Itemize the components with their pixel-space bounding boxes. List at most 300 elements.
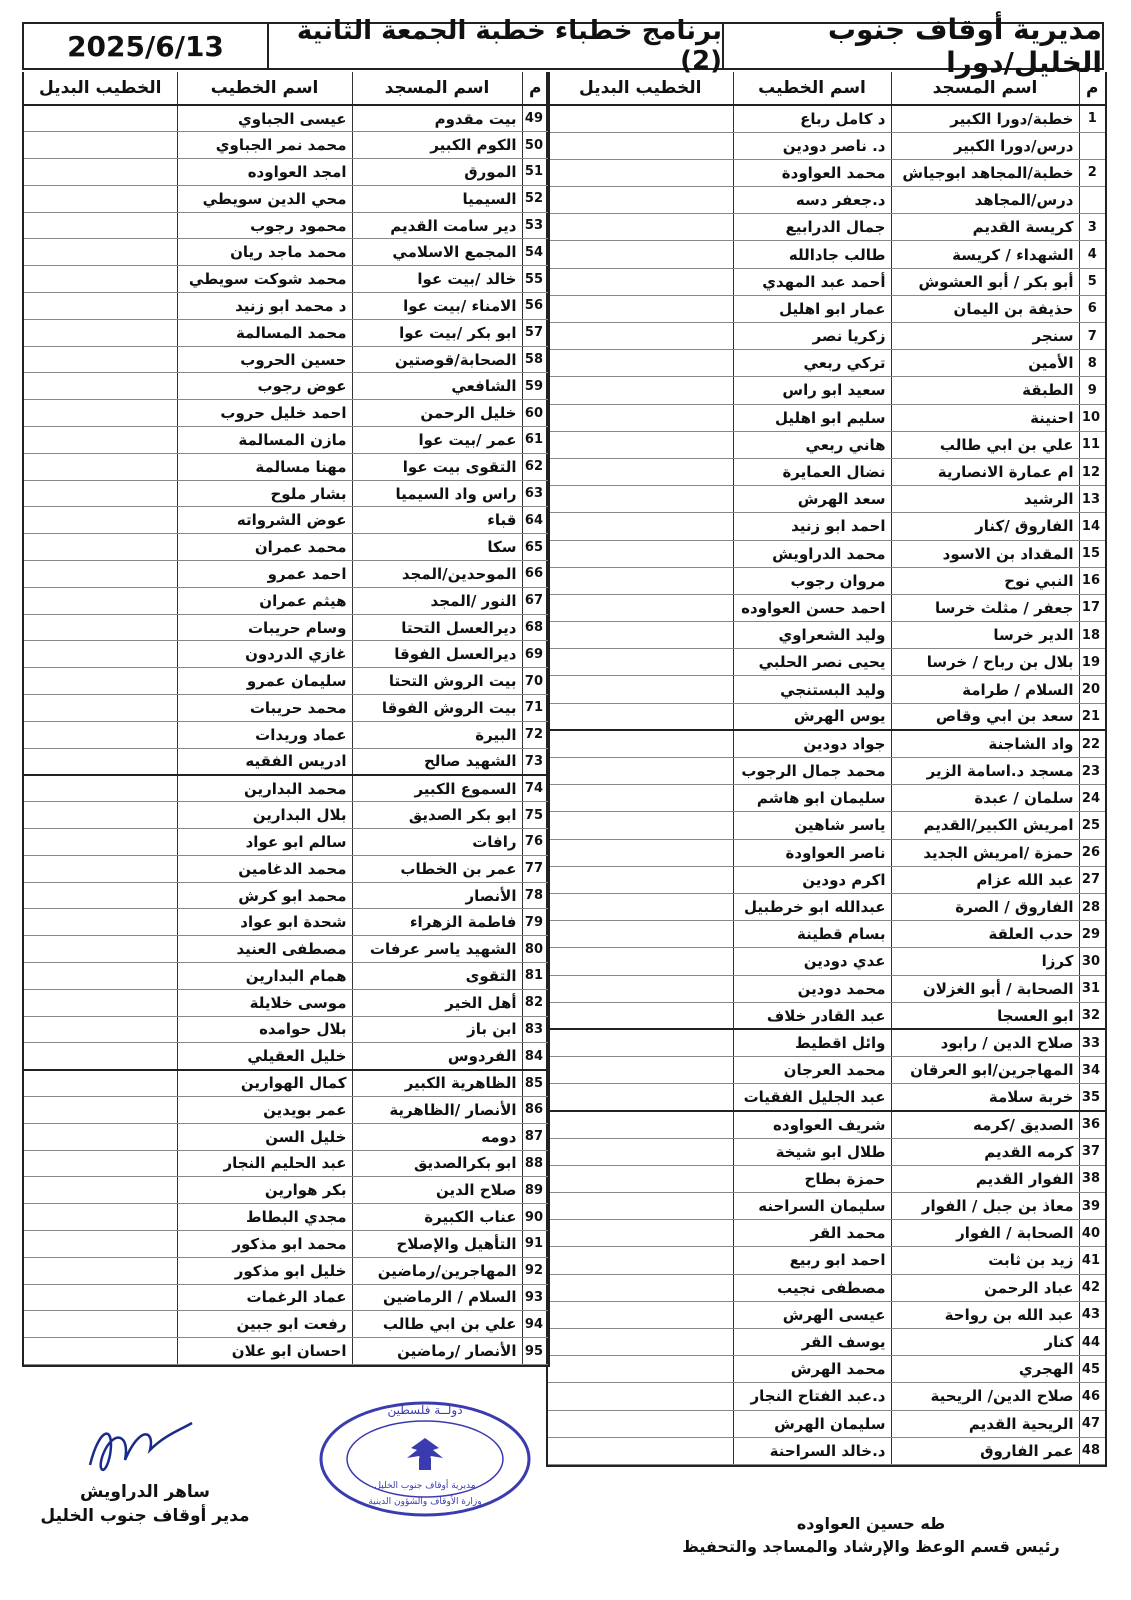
row-number: 41 [1079, 1247, 1105, 1274]
row-number: 42 [1079, 1274, 1105, 1301]
row-number: 37 [1079, 1138, 1105, 1165]
table-row [24, 1338, 548, 1365]
preacher-name: عدي دودين [733, 948, 891, 975]
mosque-name: النبي نوح [891, 567, 1079, 594]
row-number: 80 [522, 936, 548, 963]
director-name: ساهر الدراويش [79, 1482, 210, 1502]
substitute-preacher [24, 882, 177, 909]
col-header-number: م [522, 72, 548, 105]
mosque-name: ديرالعسل التحتا [352, 614, 522, 641]
table-row [24, 346, 548, 373]
preacher-name: د.جعفر دسه [733, 187, 891, 214]
table-row [24, 480, 548, 507]
row-number: 63 [522, 480, 548, 507]
substitute-preacher [548, 295, 733, 322]
preacher-name: خليل السن [177, 1123, 352, 1150]
row-number: 6 [1079, 295, 1105, 322]
preacher-name: احمد حسن العواوده [733, 594, 891, 621]
mosque-name: الكوم الكبير [352, 132, 522, 159]
row-number: 18 [1079, 622, 1105, 649]
row-number: 9 [1079, 377, 1105, 404]
substitute-preacher [548, 1138, 733, 1165]
substitute-preacher [548, 649, 733, 676]
row-number: 39 [1079, 1193, 1105, 1220]
row-number: 38 [1079, 1165, 1105, 1192]
substitute-preacher [548, 866, 733, 893]
substitute-preacher [548, 622, 733, 649]
table-row [24, 1311, 548, 1338]
table-row [548, 540, 1105, 567]
row-number: 17 [1079, 594, 1105, 621]
preacher-name: عماد وريدات [177, 721, 352, 748]
row-number: 7 [1079, 323, 1105, 350]
row-number: 47 [1079, 1410, 1105, 1437]
table-row [548, 1356, 1105, 1383]
substitute-preacher [24, 1311, 177, 1338]
preacher-name: محمد البدارين [177, 775, 352, 802]
mosque-name: حدب العلقة [891, 921, 1079, 948]
mosque-name: الظاهرية الكبير [352, 1070, 522, 1097]
preacher-name: بشار ملوح [177, 480, 352, 507]
row-number: 33 [1079, 1029, 1105, 1056]
row-number: 60 [522, 400, 548, 427]
substitute-preacher [548, 703, 733, 730]
col-header-substitute: الخطيب البديل [24, 72, 177, 105]
row-number: 90 [522, 1204, 548, 1231]
preacher-name: محمد عمران [177, 534, 352, 561]
table-row [548, 404, 1105, 431]
substitute-preacher [24, 1070, 177, 1097]
table-row [548, 839, 1105, 866]
mosque-name: كرمه القديم [891, 1138, 1079, 1165]
mosque-name: احنينة [891, 404, 1079, 431]
substitute-preacher [24, 427, 177, 454]
preacher-name: وليد الشعراوي [733, 622, 891, 649]
preacher-name: موسى خلايلة [177, 989, 352, 1016]
row-number: 78 [522, 882, 548, 909]
mosque-name: درس/دورا الكبير [891, 132, 1079, 159]
mosque-name: سلمان / عبدة [891, 785, 1079, 812]
row-number: 30 [1079, 948, 1105, 975]
preacher-name: محمد نمر الجباوي [177, 132, 352, 159]
stamp-top-text: دولــة فلسطين [387, 1403, 463, 1417]
table-row [548, 295, 1105, 322]
table-row [24, 266, 548, 293]
substitute-preacher [24, 829, 177, 856]
preacher-name: هيثم عمران [177, 587, 352, 614]
preacher-name: يحيى نصر الحلبي [733, 649, 891, 676]
official-stamp [318, 1400, 533, 1518]
substitute-preacher [548, 241, 733, 268]
mosque-name: بلال بن رباح / خرسا [891, 649, 1079, 676]
substitute-preacher [548, 1193, 733, 1220]
mosque-name: ابو بكر /بيت عوا [352, 319, 522, 346]
mosque-name: ابو بكر الصديق [352, 802, 522, 829]
substitute-preacher [24, 1123, 177, 1150]
preacher-name: د.خالد السراحنة [733, 1437, 891, 1464]
mosque-name: عناب الكبيرة [352, 1204, 522, 1231]
row-number: 23 [1079, 758, 1105, 785]
preacher-name: سعد الهرش [733, 486, 891, 513]
mosque-name: الصديق /كرمه [891, 1111, 1079, 1138]
table-row [548, 1247, 1105, 1274]
preacher-name: محمد العواودة [733, 159, 891, 186]
schedule-table-right [546, 72, 1107, 1467]
substitute-preacher [548, 758, 733, 785]
mosque-name: التقوى بيت عوا [352, 453, 522, 480]
mosque-name: خطبة/المجاهد ابوجياش [891, 159, 1079, 186]
table-row [24, 855, 548, 882]
table-row [24, 614, 548, 641]
mosque-name: الأنصار /رماضين [352, 1338, 522, 1365]
col-header-number: م [1079, 72, 1105, 105]
substitute-preacher [548, 594, 733, 621]
mosque-name: صلاح الدين [352, 1177, 522, 1204]
substitute-preacher [24, 480, 177, 507]
row-number: 15 [1079, 540, 1105, 567]
row-number: 95 [522, 1338, 548, 1365]
row-number: 57 [522, 319, 548, 346]
preacher-name: احمد عمرو [177, 561, 352, 588]
mosque-name: دومه [352, 1123, 522, 1150]
mosque-name: المهاجرين/ابو العرقان [891, 1057, 1079, 1084]
table-row [24, 105, 548, 132]
row-number: 74 [522, 775, 548, 802]
row-number: 36 [1079, 1111, 1105, 1138]
table-row [24, 936, 548, 963]
preacher-name: مجدي البطاط [177, 1204, 352, 1231]
row-number: 64 [522, 507, 548, 534]
table-row [548, 649, 1105, 676]
row-number: 35 [1079, 1084, 1105, 1111]
row-number: 44 [1079, 1328, 1105, 1355]
preacher-name: عمار ابو اهليل [733, 295, 891, 322]
substitute-preacher [548, 676, 733, 703]
mosque-name: راس واد السيميا [352, 480, 522, 507]
table-row [548, 1301, 1105, 1328]
mosque-name: حمزة /امريش الجديد [891, 839, 1079, 866]
preacher-name: سليم ابو اهليل [733, 404, 891, 431]
col-header-substitute: الخطيب البديل [548, 72, 733, 105]
table-row [548, 594, 1105, 621]
row-number: 13 [1079, 486, 1105, 513]
directorate-title: مديرية أوقاف جنوب الخليل/دورا [722, 24, 1102, 68]
table-header-row [548, 72, 1105, 105]
table-row [24, 587, 548, 614]
substitute-preacher [24, 319, 177, 346]
mosque-name: ابن باز [352, 1016, 522, 1043]
substitute-preacher [548, 1247, 733, 1274]
row-number: 25 [1079, 812, 1105, 839]
table-row [548, 132, 1105, 159]
preacher-name: عبد الجليل الفقيات [733, 1084, 891, 1111]
mosque-name: الريحية القديم [891, 1410, 1079, 1437]
preacher-name: محمد الدغامين [177, 855, 352, 882]
mosque-name: النور /المجد [352, 587, 522, 614]
preacher-name: شحدة ابو عواد [177, 909, 352, 936]
substitute-preacher [24, 1204, 177, 1231]
table-row [24, 1257, 548, 1284]
mosque-name: السموع الكبير [352, 775, 522, 802]
stamp-line-1: مديرية أوقاف جنوب الخليل [374, 1481, 476, 1491]
preacher-name: عمر بويدين [177, 1096, 352, 1123]
table-row [24, 721, 548, 748]
preacher-name: خليل ابو مذكور [177, 1257, 352, 1284]
table-row [548, 975, 1105, 1002]
row-number: 83 [522, 1016, 548, 1043]
preacher-name: محمد ماجد ريان [177, 239, 352, 266]
row-number: 58 [522, 346, 548, 373]
document-header [22, 13, 1104, 79]
preacher-name: شريف العواوده [733, 1111, 891, 1138]
table-row [548, 431, 1105, 458]
preacher-name: محمد دودين [733, 975, 891, 1002]
substitute-preacher [548, 1410, 733, 1437]
table-row [548, 921, 1105, 948]
preacher-name: محمد العرجان [733, 1057, 891, 1084]
preacher-name: امجد العواوده [177, 159, 352, 186]
preacher-name: عبد الحليم النجار [177, 1150, 352, 1177]
substitute-preacher [24, 1043, 177, 1070]
mosque-name: الفردوس [352, 1043, 522, 1070]
row-number: 81 [522, 963, 548, 990]
table-row [24, 909, 548, 936]
table-row [548, 187, 1105, 214]
substitute-preacher [24, 1257, 177, 1284]
row-number: 77 [522, 855, 548, 882]
mosque-name: خالد /بيت عوا [352, 266, 522, 293]
preacher-name: عوض رجوب [177, 373, 352, 400]
mosque-name: الرشيد [891, 486, 1079, 513]
mosque-name: رافات [352, 829, 522, 856]
preacher-name: يوس الهرش [733, 703, 891, 730]
preacher-name: همام البدارين [177, 963, 352, 990]
department-head-name: طه حسين العواوده [796, 1514, 946, 1533]
row-number: 51 [522, 159, 548, 186]
substitute-preacher [24, 1016, 177, 1043]
mosque-name: فاطمة الزهراء [352, 909, 522, 936]
preacher-name: حسين الحروب [177, 346, 352, 373]
substitute-preacher [24, 293, 177, 320]
mosque-name: دير سامت القديم [352, 212, 522, 239]
substitute-preacher [548, 948, 733, 975]
row-number: 48 [1079, 1437, 1105, 1464]
row-number: 91 [522, 1230, 548, 1257]
table-row [548, 893, 1105, 920]
program-title: برنامج خطباء خطبة الجمعة الثانية (2) [267, 24, 722, 68]
row-number: 59 [522, 373, 548, 400]
row-number: 67 [522, 587, 548, 614]
substitute-preacher [24, 212, 177, 239]
mosque-name: أبو بكر / أبو العشوش [891, 268, 1079, 295]
table-row [548, 1383, 1105, 1410]
substitute-preacher [24, 1150, 177, 1177]
preacher-name: بكر هوارين [177, 1177, 352, 1204]
preacher-name: سليمان عمرو [177, 668, 352, 695]
table-row [548, 241, 1105, 268]
mosque-name: المقداد بن الاسود [891, 540, 1079, 567]
preacher-name: محي الدين سويطي [177, 185, 352, 212]
row-number: 29 [1079, 921, 1105, 948]
preacher-name: سليمان السراحنه [733, 1193, 891, 1220]
table-row [548, 1138, 1105, 1165]
mosque-name: معاذ بن جبل / الفوار [891, 1193, 1079, 1220]
director-signature-block [40, 1478, 250, 1530]
preacher-name: محمد ابو كرش [177, 882, 352, 909]
table-row [548, 866, 1105, 893]
row-number: 65 [522, 534, 548, 561]
table-row [24, 1043, 548, 1070]
table-row [548, 567, 1105, 594]
table-row [24, 668, 548, 695]
table-row [24, 427, 548, 454]
director-title: مدير أوقاف جنوب الخليل [40, 1506, 250, 1526]
table-row [24, 882, 548, 909]
table-row [24, 989, 548, 1016]
mosque-name: خطبة/دورا الكبير [891, 105, 1079, 132]
row-number: 40 [1079, 1220, 1105, 1247]
row-number: 50 [522, 132, 548, 159]
table-row [24, 534, 548, 561]
row-number: 85 [522, 1070, 548, 1097]
table-row [24, 1096, 548, 1123]
table-row [24, 641, 548, 668]
row-number: 4 [1079, 241, 1105, 268]
preacher-name: محمد المسالمة [177, 319, 352, 346]
table-row [548, 622, 1105, 649]
row-number: 56 [522, 293, 548, 320]
table-row [548, 1111, 1105, 1138]
table-row [548, 1437, 1105, 1464]
mosque-name: مسجد د.اسامة الزير [891, 758, 1079, 785]
substitute-preacher [24, 1338, 177, 1365]
substitute-preacher [24, 963, 177, 990]
preacher-name: وائل اقطيط [733, 1029, 891, 1056]
preacher-name: طالب جادالله [733, 241, 891, 268]
substitute-preacher [548, 1165, 733, 1192]
mosque-name: عبد الله عزام [891, 866, 1079, 893]
table-row [548, 703, 1105, 730]
row-number: 53 [522, 212, 548, 239]
table-row [24, 1284, 548, 1311]
table-row [24, 748, 548, 775]
substitute-preacher [548, 540, 733, 567]
mosque-name: جعفر / مثلث خرسا [891, 594, 1079, 621]
substitute-preacher [24, 132, 177, 159]
preacher-name: أحمد عبد المهدي [733, 268, 891, 295]
row-number: 76 [522, 829, 548, 856]
row-number: 2 [1079, 159, 1105, 186]
row-number: 27 [1079, 866, 1105, 893]
mosque-name: علي بن ابي طالب [891, 431, 1079, 458]
mosque-name: عمر الفاروق [891, 1437, 1079, 1464]
mosque-name: الشهيد صالح [352, 748, 522, 775]
table-row [24, 453, 548, 480]
substitute-preacher [24, 239, 177, 266]
row-number: 19 [1079, 649, 1105, 676]
substitute-preacher [24, 802, 177, 829]
row-number: 92 [522, 1257, 548, 1284]
table-row [24, 1230, 548, 1257]
preacher-name: د. ناصر دودين [733, 132, 891, 159]
mosque-name: سكا [352, 534, 522, 561]
preacher-name: عيسى الجباوي [177, 105, 352, 132]
mosque-name: الشهيد ياسر عرفات [352, 936, 522, 963]
substitute-preacher [548, 975, 733, 1002]
mosque-name: التأهيل والإصلاح [352, 1230, 522, 1257]
mosque-name: السيميا [352, 185, 522, 212]
mosque-name: كرزا [891, 948, 1079, 975]
substitute-preacher [24, 855, 177, 882]
substitute-preacher [548, 159, 733, 186]
preacher-name: هاني ربعي [733, 431, 891, 458]
preacher-name: احسان ابو علان [177, 1338, 352, 1365]
table-row [24, 775, 548, 802]
table-row [548, 785, 1105, 812]
table-row [548, 1002, 1105, 1029]
substitute-preacher [548, 486, 733, 513]
mosque-name: السلام / طرامة [891, 676, 1079, 703]
substitute-preacher [24, 936, 177, 963]
substitute-preacher [24, 989, 177, 1016]
row-number: 5 [1079, 268, 1105, 295]
mosque-name: المجمع الاسلامي [352, 239, 522, 266]
table-row [548, 676, 1105, 703]
preacher-name: احمد ابو زنيد [733, 513, 891, 540]
mosque-name: ابو العسجا [891, 1002, 1079, 1029]
substitute-preacher [24, 159, 177, 186]
row-number: 62 [522, 453, 548, 480]
table-row [24, 373, 548, 400]
substitute-preacher [24, 400, 177, 427]
preacher-name: د كامل رباع [733, 105, 891, 132]
preacher-name: محمود رجوب [177, 212, 352, 239]
mosque-name: السلام / الرماضين [352, 1284, 522, 1311]
table-row [24, 185, 548, 212]
substitute-preacher [24, 346, 177, 373]
mosque-name: امريش الكبير/القديم [891, 812, 1079, 839]
substitute-preacher [548, 350, 733, 377]
table-row [24, 212, 548, 239]
table-row [548, 458, 1105, 485]
substitute-preacher [548, 1057, 733, 1084]
substitute-preacher [548, 1301, 733, 1328]
substitute-preacher [548, 1356, 733, 1383]
table-row [24, 319, 548, 346]
preacher-name: سليمان ابو هاشم [733, 785, 891, 812]
preacher-name: مازن المسالمة [177, 427, 352, 454]
row-number [1079, 187, 1105, 214]
preacher-name: محمد شوكت سويطي [177, 266, 352, 293]
schedule-table-left [22, 72, 550, 1367]
mosque-name: واد الشاجنة [891, 730, 1079, 757]
substitute-preacher [548, 431, 733, 458]
substitute-preacher [548, 458, 733, 485]
row-number [1079, 132, 1105, 159]
mosque-name: خليل الرحمن [352, 400, 522, 427]
row-number: 52 [522, 185, 548, 212]
substitute-preacher [24, 453, 177, 480]
preacher-name: احمد خليل حروب [177, 400, 352, 427]
substitute-preacher [548, 1383, 733, 1410]
preacher-name: زكريا نصر [733, 323, 891, 350]
mosque-name: التقوى [352, 963, 522, 990]
preacher-name: محمد ابو مذكور [177, 1230, 352, 1257]
table-row [548, 1220, 1105, 1247]
substitute-preacher [548, 132, 733, 159]
row-number: 34 [1079, 1057, 1105, 1084]
table-row [548, 377, 1105, 404]
